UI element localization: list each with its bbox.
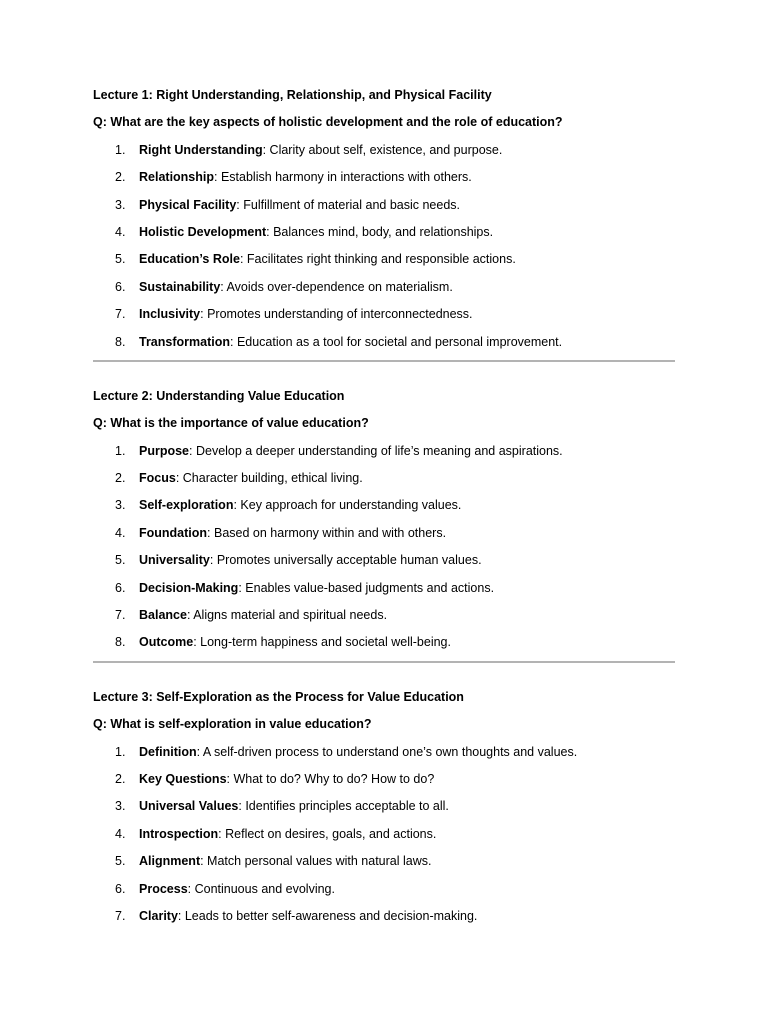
lecture-section-3 xyxy=(93,688,675,925)
list-item xyxy=(93,743,675,761)
lecture-question: Q: What is self-exploration in value education? xyxy=(93,717,372,732)
list-item xyxy=(93,333,675,351)
list-number: 3. xyxy=(115,197,126,212)
list-item xyxy=(93,551,675,569)
lecture-title: Lecture 1: Right Understanding, Relationship, and Physical Facility xyxy=(93,88,492,102)
item-term: Self-exploration xyxy=(139,498,234,513)
list-item xyxy=(93,825,675,843)
lecture-question: Q: What is the importance of value education? xyxy=(93,416,369,431)
list-item xyxy=(93,223,675,241)
item-description: : Character building, ethical living. xyxy=(175,471,363,486)
item-description: : A self-driven process to understand one’s own thoughts and values. xyxy=(196,744,578,759)
item-description: : Balances mind, body, and relationships. xyxy=(266,224,494,239)
item-term: Transformation xyxy=(139,334,230,349)
list-item xyxy=(93,278,675,296)
list-number: 3. xyxy=(115,498,126,513)
list-item xyxy=(93,907,675,925)
list-item xyxy=(93,168,675,186)
item-term: Outcome xyxy=(139,635,194,650)
list-item xyxy=(93,770,675,788)
list-number: 2. xyxy=(115,771,126,786)
list-number: 4. xyxy=(115,224,126,239)
list-item xyxy=(93,196,675,214)
list-item xyxy=(93,305,675,323)
list-number: 5. xyxy=(115,252,126,267)
lecture-title: Lecture 3: Self-Exploration as the Process for Value Education xyxy=(93,689,464,704)
item-term: Universality xyxy=(139,553,210,568)
item-term: Decision-Making xyxy=(139,580,239,595)
item-description: : Enables value-based judgments and actions. xyxy=(238,580,495,595)
item-term: Relationship xyxy=(139,170,215,185)
list-number: 1. xyxy=(115,142,126,157)
list-item xyxy=(93,442,675,460)
list-number: 7. xyxy=(115,608,126,623)
list-item xyxy=(93,852,675,870)
item-term: Alignment xyxy=(139,854,201,869)
item-term: Definition xyxy=(139,744,197,759)
lecture-section-1 xyxy=(93,86,675,351)
item-description: : Establish harmony in interactions with others. xyxy=(214,170,472,185)
answer-list xyxy=(93,743,675,925)
list-item xyxy=(93,496,675,514)
list-number: 3. xyxy=(115,799,126,814)
list-number: 6. xyxy=(115,580,126,595)
item-term: Balance xyxy=(139,608,187,623)
item-term: Physical Facility xyxy=(139,197,237,212)
item-description: : Clarity about self, existence, and purpose. xyxy=(262,142,503,157)
item-description: : Develop a deeper understanding of life’s meaning and aspirations. xyxy=(189,443,563,458)
item-description: : Avoids over-dependence on materialism. xyxy=(220,279,453,294)
item-term: Process xyxy=(139,881,188,896)
list-item xyxy=(93,469,675,487)
answer-list xyxy=(93,442,675,652)
list-number: 8. xyxy=(115,334,126,349)
item-description: : Identifies principles acceptable to all. xyxy=(238,799,449,814)
item-term: Purpose xyxy=(139,443,190,458)
list-number: 6. xyxy=(115,279,126,294)
list-item xyxy=(93,880,675,898)
item-description: : Continuous and evolving. xyxy=(187,881,335,896)
list-number: 5. xyxy=(115,854,126,869)
list-item xyxy=(93,606,675,624)
list-number: 7. xyxy=(115,908,126,923)
list-number: 4. xyxy=(115,826,126,841)
list-number: 4. xyxy=(115,525,126,540)
item-description: : Aligns material and spiritual needs. xyxy=(186,608,388,623)
item-term: Foundation xyxy=(139,525,208,540)
list-item xyxy=(93,633,675,651)
item-description: : Education as a tool for societal and personal improvement. xyxy=(230,334,563,349)
item-term: Clarity xyxy=(139,908,178,923)
item-description: : Promotes universally acceptable human values. xyxy=(209,553,482,568)
list-number: 1. xyxy=(115,744,126,759)
list-item xyxy=(93,797,675,815)
lecture-title: Lecture 2: Understanding Value Education xyxy=(93,388,345,403)
item-description: : Long-term happiness and societal well-being. xyxy=(193,635,451,650)
lecture-question: Q: What are the key aspects of holistic development and the role of education? xyxy=(93,115,563,130)
answer-list xyxy=(93,141,675,351)
item-term: Right Understanding xyxy=(139,142,263,157)
list-number: 5. xyxy=(115,553,126,568)
list-item xyxy=(93,579,675,597)
list-number: 1. xyxy=(115,443,126,458)
document-page xyxy=(93,86,675,934)
item-term: Key Questions xyxy=(139,771,227,786)
item-term: Introspection xyxy=(139,826,219,841)
item-description: : Fulfillment of material and basic needs. xyxy=(236,197,460,212)
list-item xyxy=(93,524,675,542)
list-number: 8. xyxy=(115,635,126,650)
item-term: Education’s Role xyxy=(139,252,240,267)
item-description: : Reflect on desires, goals, and actions. xyxy=(218,826,437,841)
item-term: Focus xyxy=(139,471,176,486)
item-description: : Based on harmony within and with others. xyxy=(207,525,447,540)
lecture-section-2 xyxy=(93,387,675,652)
item-description: : Leads to better self-awareness and decision-making. xyxy=(177,908,478,923)
list-item xyxy=(93,141,675,159)
item-description: : Promotes understanding of interconnectedness. xyxy=(200,307,473,322)
item-description: : What to do? Why to do? How to do? xyxy=(226,771,435,786)
item-term: Universal Values xyxy=(139,799,239,814)
list-item xyxy=(93,250,675,268)
item-term: Holistic Development xyxy=(139,224,267,239)
item-description: : Key approach for understanding values. xyxy=(233,498,462,513)
list-number: 7. xyxy=(115,307,126,322)
list-number: 6. xyxy=(115,881,126,896)
item-term: Inclusivity xyxy=(139,307,201,322)
item-term: Sustainability xyxy=(139,279,221,294)
list-number: 2. xyxy=(115,471,126,486)
list-number: 2. xyxy=(115,170,126,185)
item-description: : Facilitates right thinking and responsible actions. xyxy=(239,252,516,267)
item-description: : Match personal values with natural laws. xyxy=(200,854,432,869)
